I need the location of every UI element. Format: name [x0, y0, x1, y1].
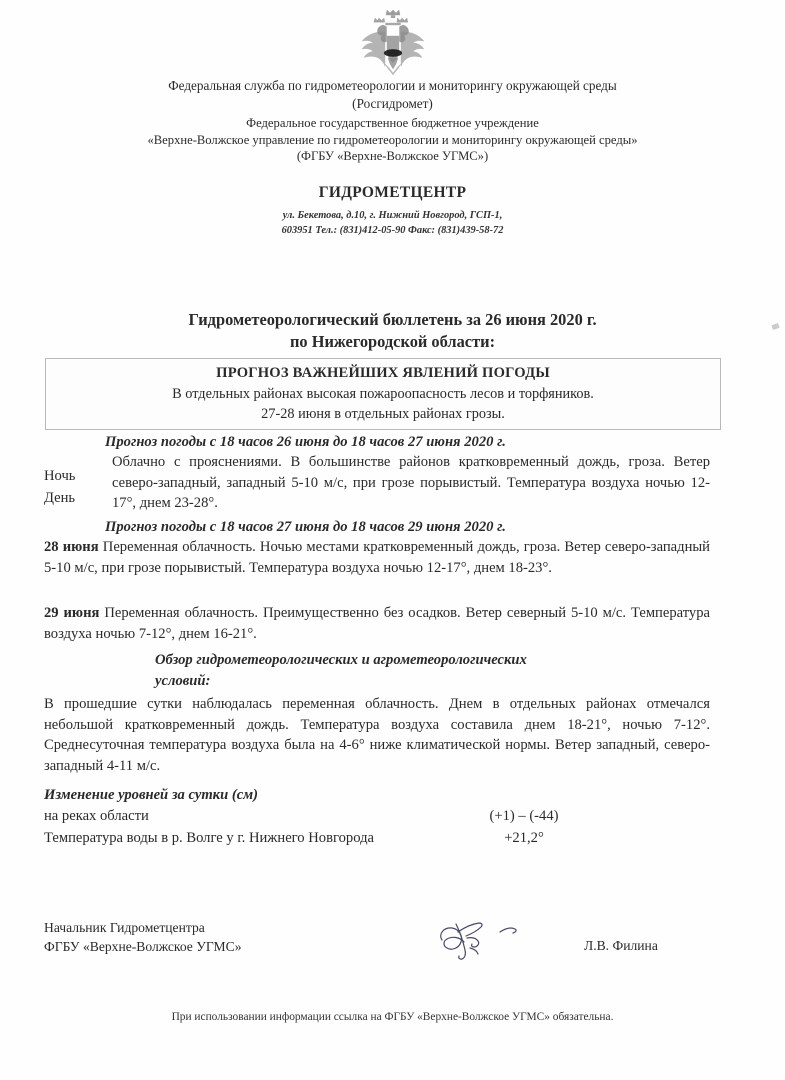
day-night-labels	[44, 466, 112, 510]
signature-name: Л.В. Филина	[584, 938, 658, 953]
header-address	[0, 208, 785, 238]
handwritten-signature-icon	[434, 918, 584, 962]
forecast-day-29-date: 29 июня	[44, 605, 100, 621]
russian-double-headed-eagle-emblem-icon	[355, 6, 431, 80]
page-title	[0, 309, 785, 354]
review-heading-part1: Обзор гидрометеорологических и агрометеорологических	[155, 652, 527, 668]
header-institution	[0, 115, 785, 165]
warning-box-line2: 27-28 июня в отдельных районах грозы.	[261, 406, 505, 423]
water-levels-title: Изменение уровней за сутки (см)	[44, 787, 259, 803]
footer-note: При использовании информации ссылка на ФГБУ «Верхне-Волжское УГМС» обязательна.	[171, 1011, 614, 1023]
header-institution-line3: (ФГБУ «Верхне-Волжское УГМС»)	[296, 149, 489, 164]
warning-box-line1: В отдельных районах высокая пожароопасность лесов и торфяников.	[172, 385, 594, 402]
signature-position	[44, 918, 434, 957]
water-temperature-row	[44, 828, 724, 850]
forecast-day-28-text: Переменная облачность. Ночью местами кратковременный дождь, гроза. Ветер северо-западный 5-10 м/с, при грозе порывистый. Температура воздуха ночью 12-17°, днем 18-23°.	[44, 539, 710, 576]
signature-position-line2: ФГБУ «Верхне-Волжское УГМС»	[44, 939, 242, 955]
address-line2: 603951 Тел.: (831)412-05-90 Факс: (831)439-58-72	[281, 225, 504, 237]
header-center-name: ГИДРОМЕТЦЕНТР	[318, 184, 467, 201]
review-heading	[155, 650, 745, 692]
page-title-line1: Гидрометеорологический бюллетень за 26 июня 2020 г.	[188, 310, 597, 329]
warning-box-title: ПРОГНОЗ ВАЖНЕЙШИХ ЯВЛЕНИЙ ПОГОДЫ	[216, 365, 550, 381]
water-levels-row-label: на реках области	[44, 808, 149, 824]
forecast-today-heading: Прогноз погоды с 18 часов 26 июня до 18 часов 27 июня 2020 г.	[105, 434, 506, 450]
page-title-line2: по Нижегородской области:	[289, 332, 496, 352]
important-weather-warning-box	[45, 358, 721, 430]
forecast-today-text: Облачно с прояснениями. В большинстве районов кратковременный дождь, гроза. Ветер северо-западный, западный 5-10 м/с, при грозе порывистый. Температура воздуха ночью 12-17°, днем 23-28°.	[112, 454, 710, 512]
review-text: В прошедшие сутки наблюдалась переменная облачность. Днем в отдельных районах отмечался небольшой кратковременный дождь. Температура воздуха составила днем 18-21°, ночью 7-12°. Среднесуточная температура воздуха была на 4-6° ниже климатической нормы. Ветер западный, северо-западный 4-11 м/с.	[44, 696, 710, 775]
forecast-day-28-date: 28 июня	[44, 539, 99, 555]
review-heading-part2: условий:	[155, 672, 211, 689]
water-temperature-row-value: +21,2°	[504, 829, 544, 846]
header-agency-line1: Федеральная служба по гидрометеорологии и мониторингу окружающей среды	[168, 78, 617, 93]
water-levels-row-value: (+1) – (-44)	[489, 808, 559, 824]
signature-block	[44, 918, 744, 962]
signature-position-line1: Начальник Гидрометцентра	[44, 920, 205, 935]
forecast-day-29-text: Переменная облачность. Преимущественно без осадков. Ветер северный 5-10 м/с. Температура воздуха ночью 7-12°, днем 16-21°.	[44, 605, 710, 642]
water-levels-section	[44, 787, 724, 850]
water-levels-row	[44, 806, 724, 828]
header-institution-line1: Федеральное государственное бюджетное учреждение	[246, 116, 539, 130]
address-line1: ул. Бекетова, д.10, г. Нижний Новгород, ГСП-1,	[282, 210, 503, 221]
forecast-next-heading: Прогноз погоды с 18 часов 27 июня до 18 часов 29 июня 2020 г.	[105, 519, 506, 535]
forecast-day-28	[44, 537, 710, 578]
emblem-container	[0, 6, 785, 85]
header-institution-line2: «Верхне-Волжское управление по гидрометеорологии и мониторингу окружающей среды»	[147, 132, 638, 147]
label-day: День	[44, 489, 76, 506]
water-temperature-row-label: Температура воды в р. Волге у г. Нижнего Новгорода	[44, 829, 374, 846]
forecast-day-29	[44, 603, 710, 644]
header-agency	[0, 77, 785, 112]
label-night: Ночь	[44, 468, 76, 484]
header-agency-line2: (Росгидромет)	[352, 95, 433, 111]
